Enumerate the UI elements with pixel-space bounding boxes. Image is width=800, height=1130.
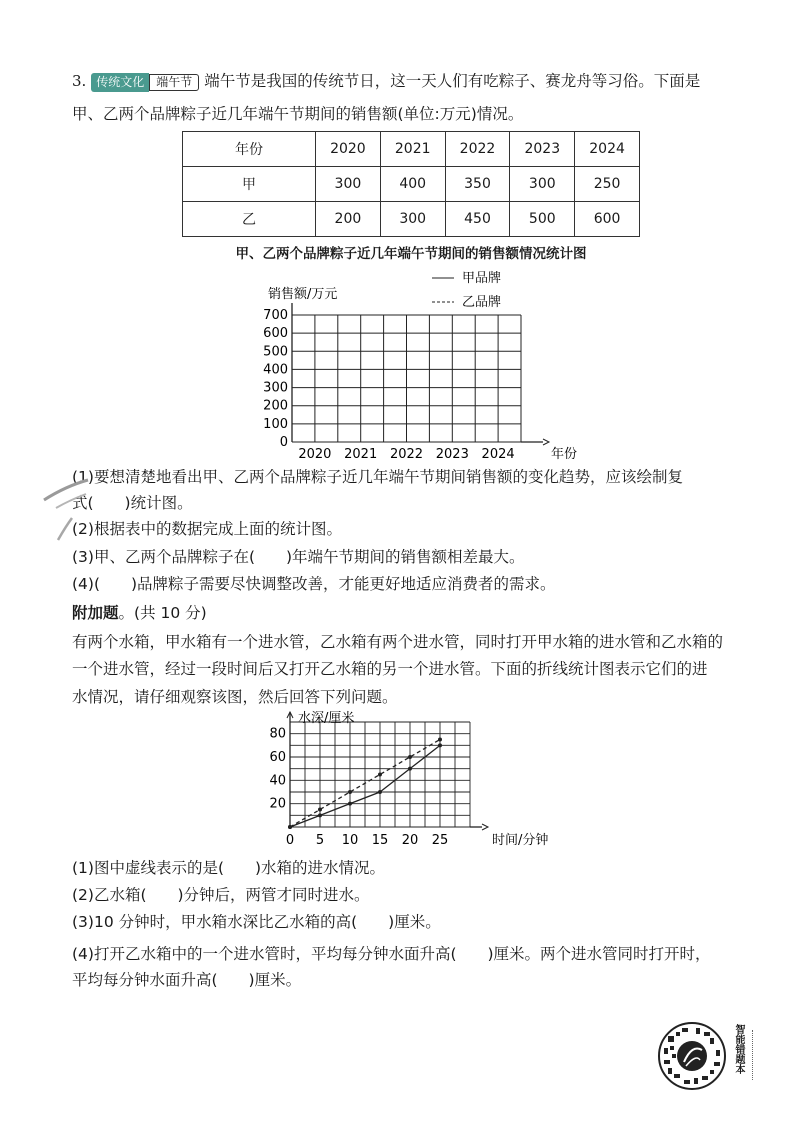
data-point [378,773,382,777]
table-cell: 600 [575,202,640,237]
data-point [438,738,442,742]
x-tick-label: 2022 [389,447,424,462]
data-point [348,790,352,794]
x-axis-label: 时间/分钟 [492,833,549,848]
x-tick-label: 2021 [344,447,378,462]
x-tick-label: 10 [341,833,359,848]
table-row [183,202,640,237]
question-number: 3. [72,72,87,90]
q3-intro-line1: 端午节是我国的传统节日，这一天人们有吃粽子、赛龙舟等习俗。下面是 [204,72,701,90]
table-cell: 250 [575,167,640,202]
bonus-q1: (1)图中虚线表示的是( )水箱的进水情况。 [72,859,386,877]
q3-sub3: (3)甲、乙两个品牌粽子在( )年端午节期间的销售额相差最大。 [72,548,525,566]
table-cell: 2024 [575,132,640,167]
x-tick-label: 25 [431,833,449,848]
pencil-scribble-icon [36,478,96,548]
data-point [288,825,292,829]
table-cell: 200 [316,202,381,237]
data-point [438,743,442,747]
x-axis-arrow [543,439,549,445]
bonus-q3: (3)10 分钟时，甲水箱水深比乙水箱的高( )厘米。 [72,913,441,931]
table-cell: 年份 [183,132,316,167]
tag-topic: 端午节 [149,74,199,91]
y-tick-label: 60 [269,750,286,765]
bonus-para-line3: 水情况，请仔细观察该图，然后回答下列问题。 [72,688,398,706]
y-tick-label: 40 [269,773,286,789]
x-axis-arrow [482,824,488,830]
table-cell: 2023 [510,132,575,167]
q3-sub1-line2: 式( )统计图。 [72,494,193,512]
data-point [408,755,412,759]
table-cell: 300 [380,202,445,237]
y-tick-label: 300 [263,380,288,396]
legend-item: 乙品牌 [462,295,502,310]
data-point [378,790,382,794]
sales-table [182,131,640,237]
table-cell: 350 [445,167,510,202]
side-divider [752,1030,755,1080]
y-tick-label: 700 [263,308,288,323]
table-header-row [183,132,640,167]
y-tick-label: 100 [263,416,288,432]
y-axis-label: 销售额/万元 [268,287,338,302]
q3-sub1-line1: (1)要想清楚地看出甲、乙两个品牌粽子近几年端午节期间销售额的变化趋势，应该绘制复 [72,468,683,486]
qr-code-icon[interactable] [658,1022,726,1090]
side-label: 智能错题本 [733,1024,744,1074]
x-tick-label: 15 [371,833,389,848]
q3-intro-line1-row [72,70,700,92]
q3-sub4: (4)( )品牌粽子需要尽快调整改善，才能更好地适应消费者的需求。 [72,575,556,593]
data-point [318,813,322,817]
data-point [408,767,412,771]
y-tick-label: 500 [263,344,288,360]
data-point [348,802,352,806]
y-tick-label: 80 [269,726,286,742]
bonus-q4-line2: 平均每分钟水面升高( )厘米。 [72,971,302,989]
tag-category: 传统文化 [91,73,149,92]
data-point [318,808,322,812]
bonus-title: 附加题 [72,604,119,622]
table-cell: 2020 [316,132,381,167]
table-row [183,167,640,202]
table-cell: 2022 [445,132,510,167]
x-axis-label: 年份 [551,447,578,462]
chart1-title: 甲、乙两个品牌粽子近几年端午节期间的销售额情况统计图 [235,246,587,262]
table-cell: 400 [380,167,445,202]
q3-sub2: (2)根据表中的数据完成上面的统计图。 [72,520,342,538]
table-cell: 乙 [183,202,316,237]
bonus-score: 。(共 10 分) [118,604,207,622]
q3-intro-line2: 甲、乙两个品牌粽子近几年端午节期间的销售额(单位:万元)情况。 [72,105,524,123]
legend-item: 甲品牌 [462,271,502,286]
x-tick-label: 2020 [298,447,332,462]
y-axis-label: 水深/厘米 [298,711,355,726]
bonus-q4-line1: (4)打开乙水箱中的一个进水管时，平均每分钟水面升高( )厘米。两个进水管同时打开时， [72,945,711,963]
bonus-header [72,602,207,624]
bonus-para-line2: 一个进水管，经过一段时间后又打开乙水箱的另一个进水管。下面的折线统计图表示它们的进 [72,660,708,678]
table-cell: 300 [316,167,381,202]
y-tick-label: 0 [279,435,288,450]
water-depth-chart [250,706,560,858]
table-cell: 2021 [380,132,445,167]
bonus-para-line1: 有两个水箱，甲水箱有一个进水管，乙水箱有两个进水管，同时打开甲水箱的进水管和乙水箱的 [72,633,724,651]
bonus-q2: (2)乙水箱( )分钟后，两管才同时进水。 [72,886,370,904]
x-tick-label: 2024 [481,447,515,462]
x-tick-label: 0 [285,833,295,848]
table-cell: 300 [510,167,575,202]
x-tick-label: 5 [315,833,325,848]
table-cell: 450 [445,202,510,237]
sales-chart [250,262,590,462]
y-tick-label: 600 [263,326,288,342]
table-cell: 甲 [183,167,316,202]
table-cell: 500 [510,202,575,237]
x-tick-label: 2023 [435,447,469,462]
x-tick-label: 20 [401,833,419,848]
y-tick-label: 400 [263,362,288,378]
y-tick-label: 200 [263,398,288,414]
y-tick-label: 20 [269,796,286,812]
